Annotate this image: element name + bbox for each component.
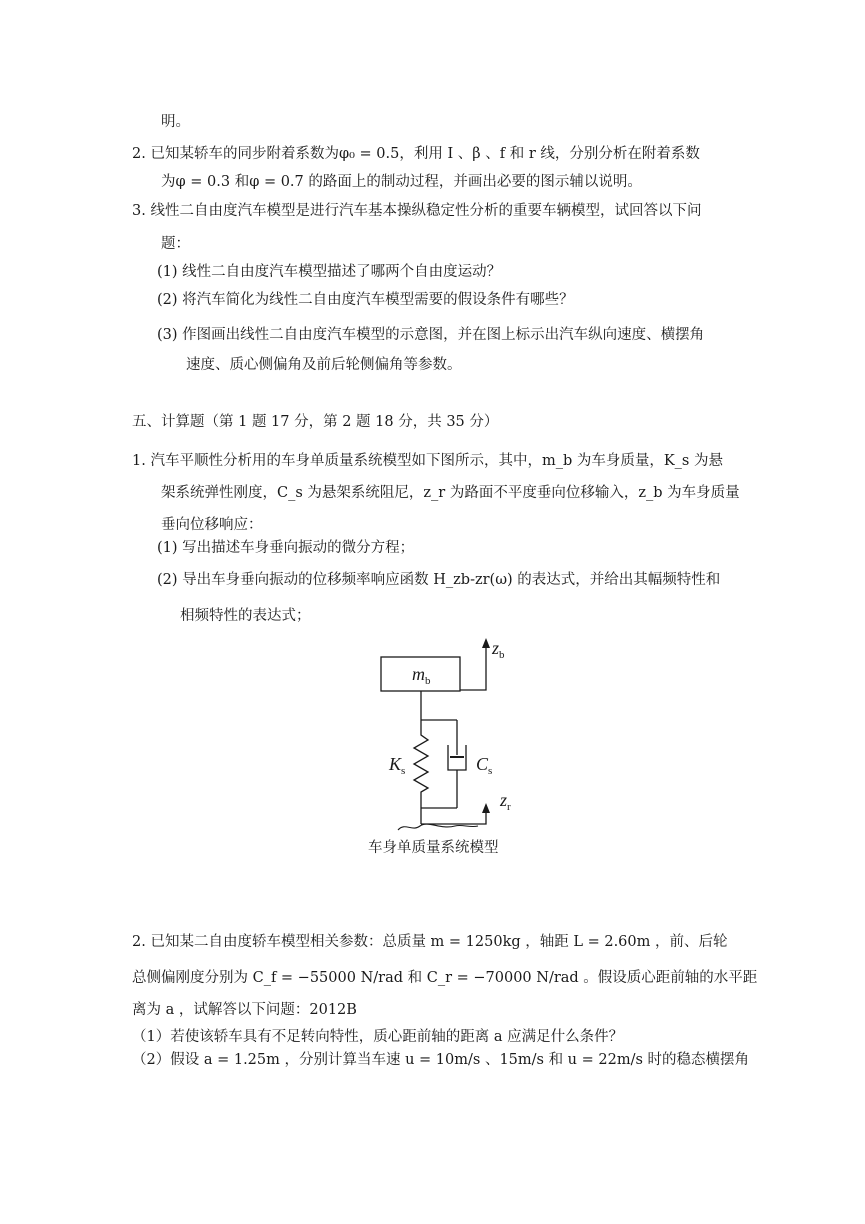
question-3-sub-1: (1) 线性二自由度汽车模型描述了哪两个自由度运动？ xyxy=(157,264,502,280)
calc-2-line-1: 2. 已知某二自由度轿车模型相关参数：总质量 m = 1250kg ，轴距 L = 2.60m ，前、后轮 xyxy=(132,934,728,950)
zb-arrow-head xyxy=(482,638,490,648)
calc-2-line-2: 总侧偏刚度分别为 C_f = −55000 N/rad 和 C_r = −70000 N/rad 。假设质心距前轴的水平距 xyxy=(132,970,758,986)
zr-label: $z_r$ xyxy=(500,790,511,813)
zr-arrow-line xyxy=(421,810,486,824)
question-2-line-1: 2. 已知某轿车的同步附着系数为φ₀ = 0.5，利用 I 、β 、f 和 r 线，分别分析在附着系数 xyxy=(132,146,700,162)
question-3-sub-3-line-1: (3) 作图画出线性二自由度汽车模型的示意图，并在图上标示出汽车纵向速度、横摆角 xyxy=(157,327,705,343)
question-2-line-2: 为φ = 0.3 和φ = 0.7 的路面上的制动过程，并画出必要的图示辅以说明。 xyxy=(161,174,642,190)
calc-1-line-2: 架系统弹性刚度，C_s 为悬架系统阻尼，z_r 为路面不平度垂向位移输入，z_b 为车身质量 xyxy=(161,485,740,501)
calc-1-sub-2-line-1: (2) 导出车身垂向振动的位移频率响应函数 H_zb-zr(ω) 的表达式，并给出其幅频特性和 xyxy=(157,572,721,588)
figure-caption: 车身单质量系统模型 xyxy=(368,840,499,856)
question-3-sub-2: (2) 将汽车简化为线性二自由度汽车模型需要的假设条件有哪些？ xyxy=(157,292,574,308)
road-profile xyxy=(398,824,478,830)
spring-label: $K_s$ xyxy=(389,754,406,777)
question-3-line-2: 题： xyxy=(161,236,190,252)
calc-2-sub-2: （2）假设 a = 1.25m ，分别计算当车速 u = 10m/s 、15m/s 和 u = 22m/s 时的稳态横摆角 xyxy=(132,1052,750,1068)
zb-arrow-line xyxy=(460,644,486,690)
calc-2-sub-1: （1）若使该轿车具有不足转向特性，质心距前轴的距离 a 应满足什么条件？ xyxy=(132,1029,624,1045)
damper-label: $C_s$ xyxy=(476,754,493,777)
question-3-line-1: 3. 线性二自由度汽车模型是进行汽车基本操纵稳定性分析的重要车辆模型，试回答以下问 xyxy=(132,203,702,219)
question-3-sub-3-line-2: 速度、质心侧偏角及前后轮侧偏角等参数。 xyxy=(186,357,462,373)
section-heading: 五、计算题（第 1 题 17 分，第 2 题 18 分，共 35 分） xyxy=(132,414,499,430)
zr-arrow-head xyxy=(482,803,490,813)
spring-icon xyxy=(414,720,428,808)
calc-1-sub-1: (1) 写出描述车身垂向振动的微分方程； xyxy=(157,540,415,556)
calc-2-line-3: 离为 a ，试解答以下问题：2012B xyxy=(132,1002,357,1018)
mass-label: $m_b$ xyxy=(412,664,431,687)
text-line-1: 明。 xyxy=(161,114,190,130)
calc-1-sub-2-line-2: 相频特性的表达式； xyxy=(180,608,311,624)
calc-1-line-1: 1. 汽车平顺性分析用的车身单质量系统模型如下图所示，其中，m_b 为车身质量，K_s 为悬 xyxy=(132,453,723,469)
zb-label: $z_b$ xyxy=(492,638,505,661)
calc-1-line-3: 垂向位移响应： xyxy=(161,517,263,533)
